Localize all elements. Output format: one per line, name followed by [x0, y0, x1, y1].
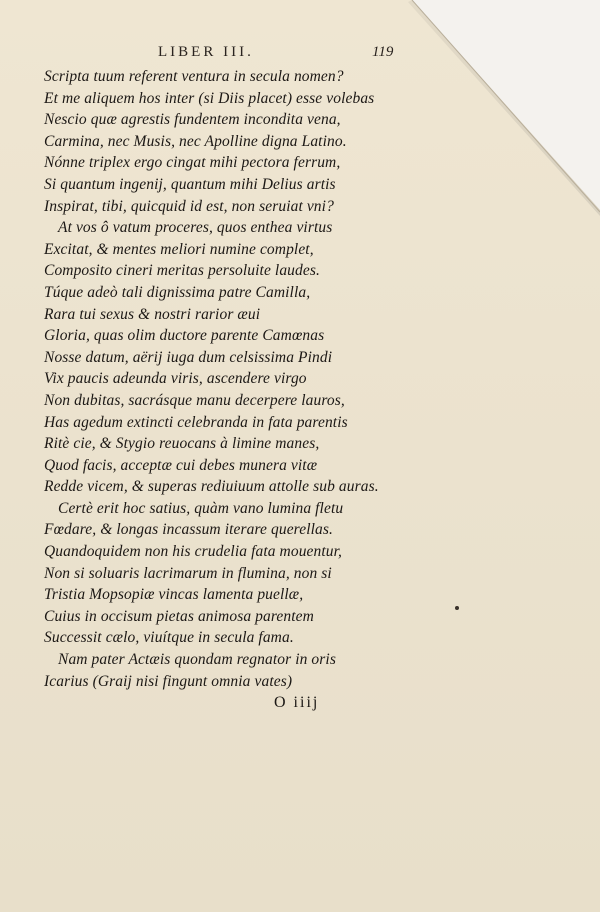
verse-line: Has agedum extincti celebranda in fata parentis: [44, 413, 348, 431]
verse-line: Túque adeò tali dignissima patre Camilla,: [44, 283, 311, 301]
verse-line: Vix paucis adeunda viris, ascendere virgo: [44, 370, 307, 388]
verse-line: Inspirat, tibi, quicquid id est, non seruiat vni?: [44, 197, 334, 215]
verse-line: Nam pater Actæis quondam regnator in oris: [58, 651, 336, 669]
verse-line: Ritè cie, & Stygio reuocans à limine manes,: [44, 435, 320, 453]
verse-line: Quod facis, acceptæ cui debes munera vitæ: [44, 456, 318, 474]
verse-line: Si quantum ingenij, quantum mihi Delius artis: [44, 175, 336, 193]
verse-line: At vos ô vatum proceres, quos enthea virtus: [58, 219, 333, 237]
verse-line: Non si soluaris lacrimarum in flumina, non si: [44, 564, 332, 582]
page-number: 119: [372, 44, 394, 60]
verse-line: Rara tui sexus & nostri rarior æui: [44, 305, 261, 323]
verse-line: Certè erit hoc satius, quàm vano lumina fletu: [58, 499, 344, 517]
verse-line: Non dubitas, sacrásque manu decerpere lauros,: [44, 391, 345, 409]
verse-line: Tristia Mopsopiæ vincas lamenta puellæ,: [44, 586, 304, 604]
verse-line: Et me aliquem hos inter (si Diis placet) esse volebas: [44, 89, 375, 107]
verse-line: Nescio quæ agrestis fundentem incondita vena,: [44, 111, 341, 129]
verse-line: Scripta tuum referent ventura in secula nomen?: [44, 68, 344, 85]
verse-line: Icarius (Graij nisi fingunt omnia vates): [44, 672, 293, 690]
verse-line: Fœdare, & longas incassum iterare querellas.: [44, 521, 333, 539]
verse-line: Composito cineri meritas persoluite laudes.: [44, 262, 320, 280]
running-title: LIBER III.: [158, 44, 254, 60]
verse-line: Cuius in occisum pietas animosa parentem: [44, 607, 314, 625]
verse-line: Successit cælo, viuítque in secula fama.: [44, 629, 294, 647]
verse-text: [44, 66, 404, 692]
verse-line: Quandoquidem non his crudelia fata mouentur,: [44, 543, 343, 561]
verse-line: Gloria, quas olim ductore parente Camœnas: [44, 327, 325, 345]
signature-mark: O iiij: [274, 694, 320, 711]
verse-line: Nosse datum, aërij iuga dum celsissima Pindi: [44, 348, 333, 366]
page-header: [0, 44, 600, 66]
ink-speck: [455, 606, 459, 610]
verse-line: Carmina, nec Musis, nec Apolline digna Latino.: [44, 132, 347, 150]
verse-line: Nónne triplex ergo cingat mihi pectora ferrum,: [44, 154, 341, 172]
verse-line: Redde vicem, & superas rediuiuum attolle sub auras.: [44, 478, 379, 496]
verse-line: Excitat, & mentes meliori numine complet,: [44, 240, 314, 258]
